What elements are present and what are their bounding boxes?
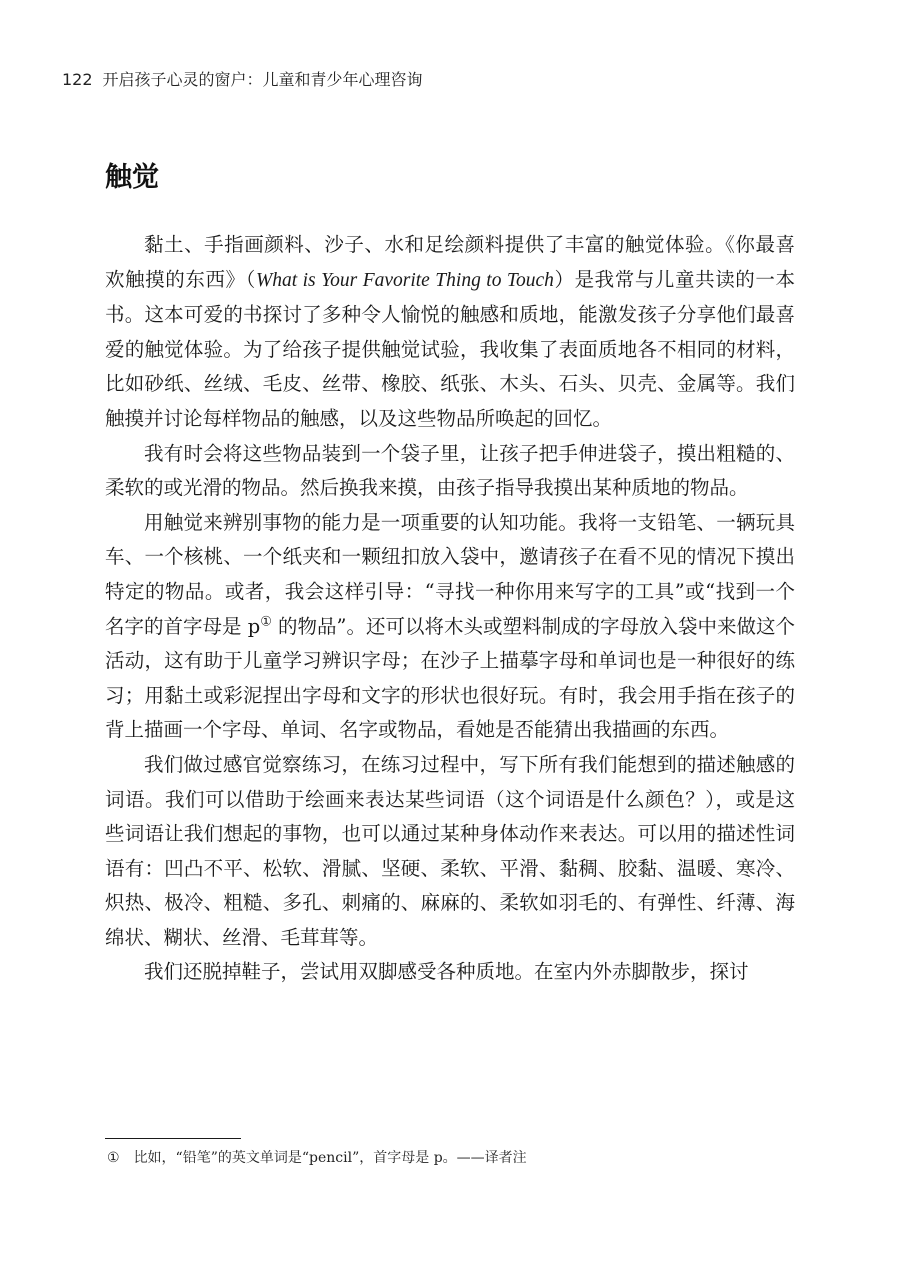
footnote-reference[interactable]: ① <box>260 614 272 630</box>
footnote-text: 比如，“铅笔”的英文单词是“pencil”，首字母是 p。——译者注 <box>133 1150 527 1166</box>
paragraph-2: 我有时会将这些物品装到一个袋子里，让孩子把手伸进袋子，摸出粗糙的、柔软的或光滑的物品。然后换我来摸，由孩子指导我摸出某种质地的物品。 <box>105 441 795 500</box>
paragraph-4: 我们做过感官觉察练习，在练习过程中，写下所有我们能想到的描述触感的词语。我们可以借助于绘画来表达某些词语（这个词语是什么颜色？），或是这些词语让我们想起的事物，也可以通过某种身体动作来表达。可以用的描述性词语有：凹凸不平、松软、滑腻、坚硬、柔软、平滑、黏稠、胶黏、温暖、寒冷、炽热、极冷、粗糙、多孔、刺痛的、麻麻的、柔软如羽毛的、有弹性、纤薄、海绵状、糊状、丝滑、毛茸茸等。 <box>105 752 795 949</box>
paragraph-1-text-b: ）是我常与儿童共读的一本书。这本可爱的书探讨了多种令人愉悦的触感和质地，能激发孩子分享他们最喜爱的触觉体验。为了给孩子提供触觉试验，我收集了表面质地各不相同的材料，比如砂纸、丝绒、毛皮、丝带、橡胶、纸张、木头、石头、贝壳、金属等。我们触摸并讨论每样物品的触感，以及这些物品所唤起的回忆。 <box>105 267 795 430</box>
body-text <box>105 228 795 990</box>
running-header <box>62 70 423 90</box>
paragraph-1 <box>105 228 795 437</box>
footnote-mark: ① <box>107 1150 120 1166</box>
book-title-english: What is Your Favorite Thing to Touch <box>255 269 554 291</box>
paragraph-5: 我们还脱掉鞋子，尝试用双脚感受各种质地。在室内外赤脚散步，探讨 <box>144 960 749 984</box>
footnote-divider <box>105 1138 241 1139</box>
page-number: 122 <box>62 70 93 89</box>
paragraph-3-text-b: 的物品”。还可以将木头或塑料制成的字母放入袋中来做这个活动，这有助于儿童学习辨识字母；在沙子上描摹字母和单词也是一种很好的练习；用黏土或彩泥捏出字母和文字的形状也很好玩。有时，我会用手指在孩子的背上描画一个字母、单词、名字或物品，看她是否能猜出我描画的东西。 <box>105 614 796 742</box>
paragraph-3 <box>105 506 795 748</box>
footnote <box>107 1148 527 1168</box>
paragraph-3-text-a: 用触觉来辨别事物的能力是一项重要的认知功能。我将一支铅笔、一辆玩具车、一个核桃、一个纸夹和一颗纽扣放入袋中，邀请孩子在看不见的情况下摸出特定的物品。或者，我会这样引导：“寻找一种你用来写字的工具”或“找到一个名字的首字母是 p <box>105 510 795 638</box>
book-title: 开启孩子心灵的窗户：儿童和青少年心理咨询 <box>102 70 423 89</box>
paragraph-1-text-a: 黏土、手指画颜料、沙子、水和足绘颜料提供了丰富的触觉体验。《你最喜欢触摸的东西》（ <box>105 233 795 291</box>
section-title: 触觉 <box>105 162 159 193</box>
